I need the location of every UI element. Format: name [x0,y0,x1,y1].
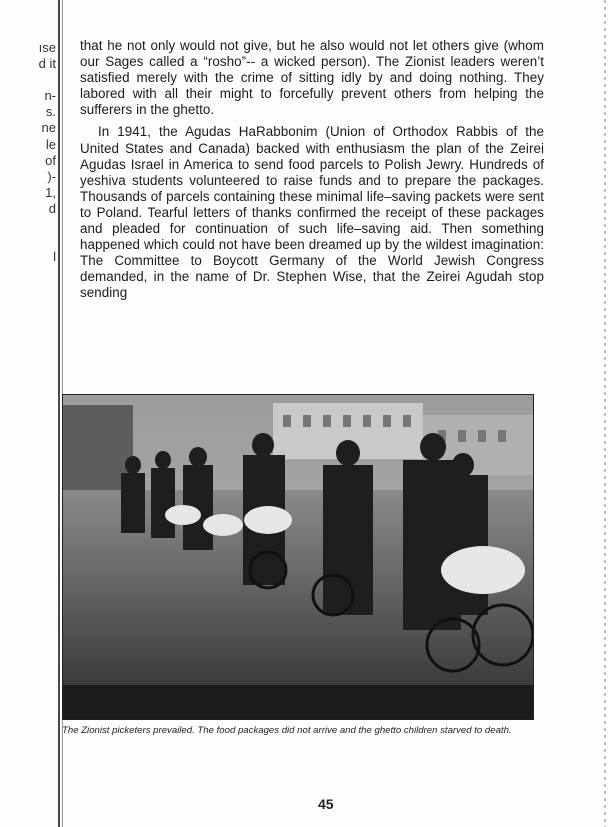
paragraph-2: In 1941, the Agudas HaRabbonim (Union of Orthodox Rabbis of the United States and Canada) backed with enthusiasm the plan of the Zeirei Agudas Israel in America to send food parcels to Polish Jewry. Hundreds of yeshiva students volunteered to raise funds and to prepare the packages. Thousands of parcels containing these minimal life–saving packets were sent to Poland. Tearful letters of thanks confirmed the receipt of these packages and pleaded for continuation of such life–saving aid. Then something happened which could not have been dreamed up by the wildest imagination: The Committee to Boycott Germany of the World Jewish Congress demanded, in the name of Dr. Stephen Wise, that the Zeirei Agudah stop sending [80,124,544,301]
photo-caption: The Zionist picketers prevailed. The food packages did not arrive and the ghetto children starved to death. [62,725,512,736]
binding-gutter-line [58,0,60,827]
paragraph-1: that he not only would not give, but he also would not let others give (whom our Sages called a “rosho”-- a wicked person). The Zionist leaders weren’t satisfied merely with the crime of sitting idly by and doing nothing. They labored with all their might to forcefully prevent others from helping the sufferers in the ghetto. [80,38,544,118]
scan-right-edge [604,0,606,827]
historical-photograph [62,394,534,720]
photo-illustration [63,395,533,719]
previous-page-margin-fragments: ıse d it n- s. ne le of )- 1, d l [38,40,56,265]
body-text [80,38,544,302]
page-number: 45 [318,796,334,812]
